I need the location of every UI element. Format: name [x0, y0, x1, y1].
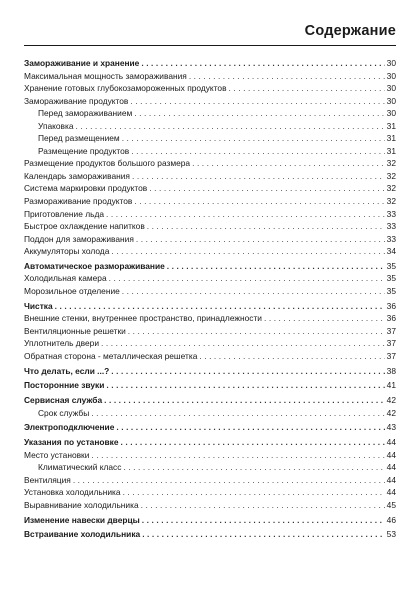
page-title: Содержание	[304, 23, 396, 39]
toc-dot-leader	[199, 350, 384, 363]
toc-entry-title: Перед замораживанием	[38, 108, 133, 119]
toc-dot-leader	[106, 208, 385, 221]
toc-subentry[interactable]	[24, 120, 396, 133]
toc-entry-title: Размещение продуктов большого размера	[24, 158, 191, 169]
header-divider	[24, 45, 396, 46]
toc-page-number: 32	[386, 196, 396, 207]
toc-entry-title: Перед размещением	[38, 133, 120, 144]
toc-dot-leader	[134, 195, 384, 208]
toc-entry-title: Хранение готовых глубокозамороженных продуктов	[24, 83, 227, 94]
toc-dot-leader	[106, 379, 384, 392]
toc-entry-title: Вентиляционные решетки	[24, 325, 126, 336]
toc-dot-leader	[101, 337, 385, 350]
toc-entry[interactable]	[24, 82, 396, 95]
toc-entry[interactable]	[24, 57, 396, 70]
toc-entry[interactable]	[24, 182, 396, 195]
toc-entry[interactable]	[24, 528, 396, 541]
toc-entry-title: Максимальная мощность замораживания	[24, 70, 187, 81]
toc-entry[interactable]	[24, 394, 396, 407]
toc-dot-leader	[111, 245, 384, 258]
toc-entry-title: Выравнивание холодильника	[24, 499, 139, 510]
toc-page-number: 44	[386, 474, 396, 485]
toc-page-number: 34	[386, 246, 396, 257]
toc-entry-title: Размораживание продуктов	[24, 196, 133, 207]
toc-page-number: 44	[386, 449, 396, 460]
toc-entry-title: Чистка	[24, 300, 53, 311]
toc-subentry[interactable]	[24, 107, 396, 120]
toc-entry-title: Поддон для замораживания	[24, 233, 134, 244]
toc-dot-leader	[264, 312, 385, 325]
toc-page-number: 38	[386, 365, 396, 376]
toc-page-number: 45	[386, 499, 396, 510]
toc-page-number: 31	[386, 120, 396, 131]
toc-entry-title: Холодильная камера	[24, 273, 107, 284]
toc-entry-title: Автоматическое размораживание	[24, 260, 165, 271]
toc-dot-leader	[76, 120, 385, 133]
toc-page-number: 31	[386, 133, 396, 144]
toc-entry[interactable]	[24, 220, 396, 233]
toc-entry[interactable]	[24, 170, 396, 183]
toc-entry-title: Указания по установке	[24, 437, 119, 448]
toc-entry-title: Размещение продуктов	[38, 145, 130, 156]
toc-entry[interactable]	[24, 514, 396, 527]
toc-dot-leader	[131, 145, 384, 158]
toc-dot-leader	[109, 272, 385, 285]
toc-entry[interactable]	[24, 208, 396, 221]
toc-dot-leader	[121, 436, 385, 449]
toc-entry[interactable]	[24, 70, 396, 83]
toc-entry-title: Замораживание и хранение	[24, 58, 140, 68]
toc-entry[interactable]	[24, 486, 396, 499]
toc-page-number: 30	[386, 83, 396, 94]
toc-dot-leader	[142, 514, 385, 527]
toc-page-number: 35	[386, 286, 396, 297]
toc-entry-title: Приготовление льда	[24, 208, 104, 219]
toc-page-number: 43	[386, 422, 396, 433]
toc-page-number: 30	[386, 70, 396, 81]
toc-entry-title: Климатический класс	[38, 462, 122, 473]
toc-page-number: 37	[386, 325, 396, 336]
toc-entry[interactable]	[24, 95, 396, 108]
toc-entry[interactable]	[24, 312, 396, 325]
toc-entry[interactable]	[24, 436, 396, 449]
toc-entry-title: Срок службы	[38, 407, 90, 418]
toc-entry[interactable]	[24, 245, 396, 258]
toc-entry[interactable]	[24, 350, 396, 363]
toc-dot-leader	[123, 486, 385, 499]
toc-page-number: 33	[386, 208, 396, 219]
toc-dot-leader	[104, 394, 385, 407]
toc-entry-title: Морозильное отделение	[24, 286, 120, 297]
toc-entry[interactable]	[24, 195, 396, 208]
toc-entry[interactable]	[24, 325, 396, 338]
toc-page-number: 37	[386, 350, 396, 361]
toc-entry-title: Место установки	[24, 449, 90, 460]
toc-dot-leader	[141, 499, 385, 512]
toc-dot-leader	[130, 95, 384, 108]
toc-entry[interactable]	[24, 233, 396, 246]
toc-dot-leader	[132, 170, 385, 183]
toc-entry[interactable]	[24, 285, 396, 298]
toc-page-number: 30	[386, 108, 396, 119]
toc-entry[interactable]	[24, 379, 396, 392]
toc-dot-leader	[147, 220, 385, 233]
toc-page-number: 33	[386, 233, 396, 244]
toc-entry-title: Упаковка	[38, 120, 74, 131]
toc-entry-title: Замораживание продуктов	[24, 95, 129, 106]
toc-page-number: 31	[386, 145, 396, 156]
toc-entry[interactable]	[24, 337, 396, 350]
toc-page-number: 41	[386, 380, 396, 391]
toc-dot-leader	[55, 300, 385, 313]
toc-entry-title: Сервисная служба	[24, 395, 103, 406]
toc-page-number: 37	[386, 338, 396, 349]
toc-entry-title: Календарь замораживания	[24, 170, 130, 181]
toc-dot-leader	[134, 107, 384, 120]
toc-entry[interactable]	[24, 300, 396, 313]
toc-dot-leader	[123, 461, 384, 474]
toc-dot-leader	[73, 474, 385, 487]
toc-page-number: 42	[386, 407, 396, 418]
toc-entry-title: Обратная сторона - металлическая решетка	[24, 350, 198, 361]
toc-dot-leader	[136, 233, 385, 246]
toc-page-number: 44	[386, 462, 396, 473]
toc-entry[interactable]	[24, 474, 396, 487]
toc-entry[interactable]	[24, 449, 396, 462]
toc-page-number: 42	[386, 395, 396, 406]
toc-entry-title: Встраивание холодильника	[24, 529, 141, 540]
toc-entry[interactable]	[24, 260, 396, 273]
toc-page-number: 33	[386, 221, 396, 232]
toc-dot-leader	[111, 365, 384, 378]
toc-page-number: 44	[386, 437, 396, 448]
toc-page-number: 32	[386, 158, 396, 169]
toc-dot-leader	[128, 325, 385, 338]
toc-page-number: 53	[386, 529, 396, 540]
toc-subentry[interactable]	[24, 407, 396, 420]
toc-entry-title: Аккумуляторы холода	[24, 246, 110, 257]
toc-subentry[interactable]	[24, 145, 396, 158]
toc-entry-title: Быстрое охлаждение напитков	[24, 221, 145, 232]
toc-dot-leader	[122, 132, 385, 145]
toc-entry-title: Установка холодильника	[24, 487, 121, 498]
toc-page-number: 36	[386, 313, 396, 324]
toc-dot-leader	[91, 449, 384, 462]
toc-dot-leader	[141, 57, 384, 70]
toc-entry-title: Уплотнитель двери	[24, 338, 100, 349]
toc-entry[interactable]	[24, 421, 396, 434]
toc-page-number: 44	[386, 487, 396, 498]
toc-entry-title: Система маркировки продуктов	[24, 183, 148, 194]
toc-dot-leader	[122, 285, 385, 298]
toc-entry-title: Электроподключение	[24, 422, 115, 433]
toc-entry-title: Внешние стенки, внутреннее пространство, принадлежности	[24, 313, 262, 324]
toc-dot-leader	[189, 70, 385, 83]
toc-dot-leader	[91, 407, 384, 420]
toc-entry-title: Изменение навески дверцы	[24, 514, 140, 525]
toc-entry[interactable]	[24, 272, 396, 285]
toc-page-number: 36	[386, 300, 396, 311]
toc-subentry[interactable]	[24, 132, 396, 145]
toc-dot-leader	[229, 82, 385, 95]
page-header	[24, 20, 396, 44]
toc-page-number: 35	[386, 260, 396, 271]
table-of-contents	[24, 57, 396, 541]
toc-page-number: 46	[386, 514, 396, 525]
toc-dot-leader	[149, 182, 384, 195]
toc-entry[interactable]	[24, 365, 396, 378]
toc-entry[interactable]	[24, 499, 396, 512]
toc-page-number: 30	[386, 58, 396, 68]
toc-page-number: 32	[386, 170, 396, 181]
toc-page-number: 32	[386, 183, 396, 194]
toc-dot-leader	[192, 157, 385, 170]
toc-page-number: 35	[386, 273, 396, 284]
toc-subentry[interactable]	[24, 461, 396, 474]
toc-dot-leader	[167, 260, 385, 273]
toc-page-number: 30	[386, 95, 396, 106]
toc-entry[interactable]	[24, 157, 396, 170]
toc-entry-title: Посторонние звуки	[24, 380, 105, 391]
toc-entry-title: Что делать, если ...?	[24, 365, 110, 376]
toc-entry-title: Вентиляция	[24, 474, 71, 485]
toc-dot-leader	[142, 528, 384, 541]
toc-dot-leader	[116, 421, 384, 434]
